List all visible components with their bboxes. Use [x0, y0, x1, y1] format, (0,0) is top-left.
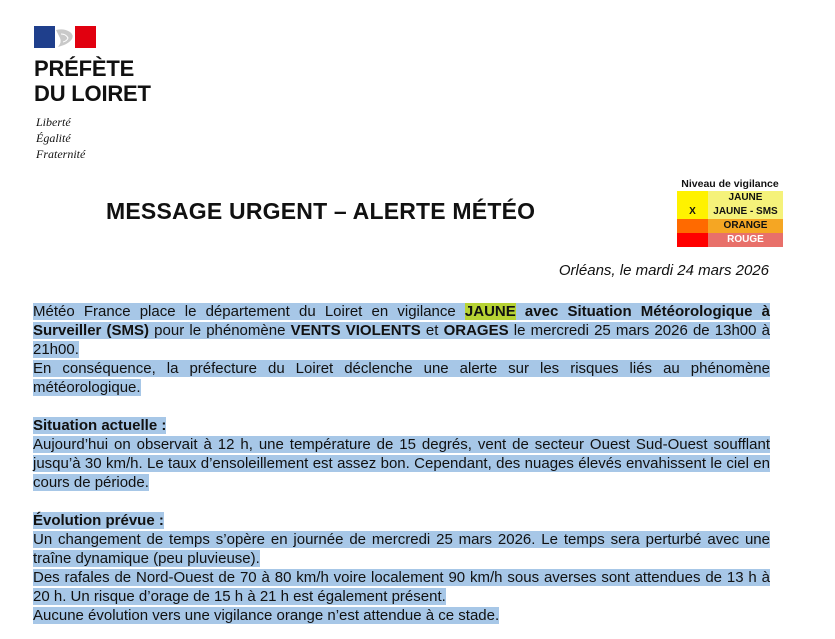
- evolution-text-3: [33, 606, 770, 625]
- page-title: MESSAGE URGENT – ALERTE MÉTÉO: [106, 198, 536, 224]
- prefecture-line-1: PRÉFÈTE: [34, 56, 135, 81]
- vigilance-label: JAUNE - SMS: [708, 205, 783, 219]
- vigilance-mark: [677, 191, 708, 205]
- text: et: [420, 322, 444, 339]
- evolution-text-1: [33, 530, 770, 568]
- vigilance-mark: [677, 219, 708, 233]
- vigilance-mark: X: [677, 205, 708, 219]
- message-body: [33, 302, 770, 625]
- paragraph-consequence: [33, 359, 770, 397]
- vigilance-mark: [677, 233, 708, 247]
- vigilance-label: JAUNE: [708, 191, 783, 205]
- motto-fraternite: Fraternité: [36, 147, 86, 161]
- vigilance-row-rouge: [677, 233, 783, 247]
- prefecture-name: [34, 56, 214, 106]
- vigilance-label: ROUGE: [708, 233, 783, 247]
- text: Un changement de temps s’opère en journée de mercredi 25 mars 2026. Le temps sera perturbé avec une traîne dynamique (peu pluvieuse).: [33, 531, 770, 567]
- text: Aucune évolution vers une vigilance orange n’est attendue à ce stade.: [33, 607, 500, 624]
- prefecture-line-2: DU LOIRET: [34, 81, 151, 106]
- vigilance-row-jaune: [677, 191, 783, 205]
- vigilance-table: [677, 178, 783, 247]
- situation-text: [33, 435, 770, 492]
- paragraph-vigilance: [33, 302, 770, 359]
- vigilance-row-jaune-sms: [677, 205, 783, 219]
- text: En conséquence, la préfecture du Loiret déclenche une alerte sur les risques liés au phénomène météorologique.: [33, 360, 770, 396]
- marianne-icon: [34, 26, 96, 48]
- republic-motto: [36, 114, 85, 162]
- text: pour le phénomène: [149, 322, 291, 339]
- document-date: Orléans, le mardi 24 mars 2026: [558, 262, 769, 279]
- vigilance-label: ORANGE: [708, 219, 783, 233]
- heading: Évolution prévue :: [33, 512, 164, 529]
- text: le mercredi 25 mars 2026 de 13h00 à 21h00.: [33, 322, 770, 358]
- phenomenon-orages: ORAGES: [443, 322, 509, 339]
- evolution-text-2: [33, 568, 770, 606]
- heading: Situation actuelle :: [33, 417, 167, 434]
- text: Météo France place le département du Loiret en vigilance: [33, 303, 465, 320]
- motto-liberte: Liberté: [36, 115, 71, 129]
- text-sms: avec Situation Météorologique à Surveiller (SMS): [33, 303, 770, 339]
- vigilance-row-orange: [677, 219, 783, 233]
- level-jaune: JAUNE: [464, 303, 516, 320]
- motto-egalite: Égalité: [36, 131, 71, 145]
- phenomenon-vents: VENTS VIOLENTS: [290, 322, 421, 339]
- vigilance-title: Niveau de vigilance: [681, 178, 779, 190]
- situation-heading: [33, 416, 770, 435]
- text: Aujourd’hui on observait à 12 h, une température de 15 degrés, vent de secteur Ouest Sud-Ouest soufflant jusqu’à 30 km/h. Le taux d’ensoleillement est assez bon. Cependant, des nuages élevés envahissent le ciel en cours de période.: [33, 436, 770, 491]
- text: Des rafales de Nord-Ouest de 70 à 80 km/h voire localement 90 km/h sous averses sont attendues de 13 h à 20 h. Un risque d’orage de 15 h à 21 h est également présent.: [33, 569, 770, 605]
- evolution-heading: [33, 511, 770, 530]
